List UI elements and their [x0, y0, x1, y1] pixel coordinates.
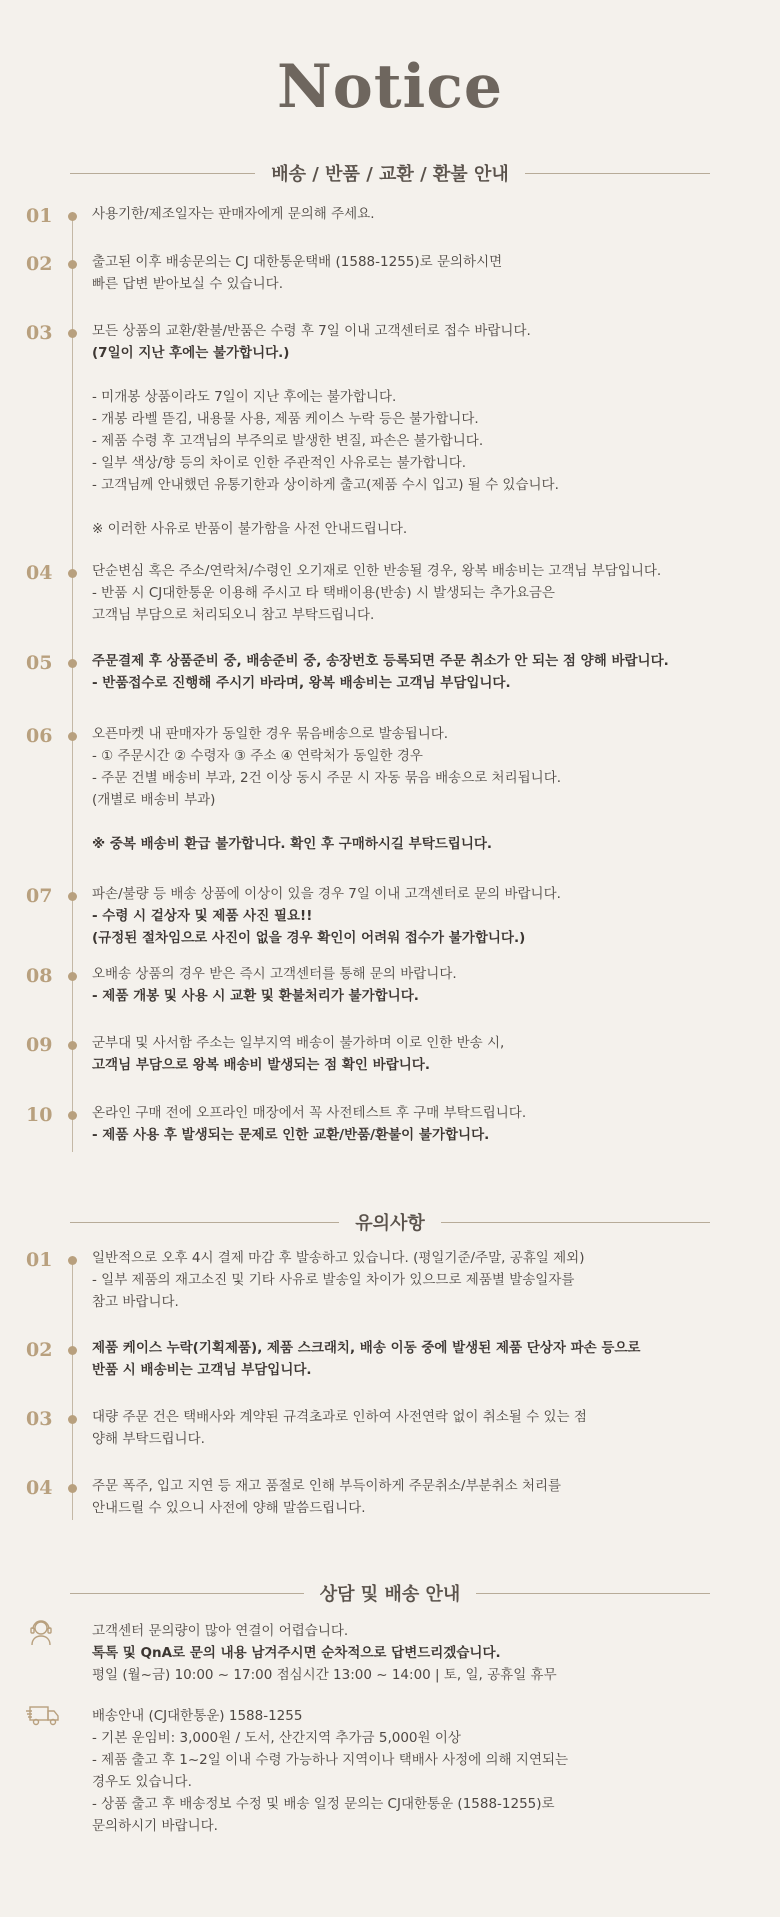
- section-heading-cautions: [70, 1207, 710, 1237]
- item-text-line: (개별로 배송비 부과): [92, 792, 216, 808]
- timeline-dot: [68, 732, 77, 741]
- divider-line: [70, 1222, 339, 1223]
- section-heading-contact-shipping: [70, 1578, 710, 1608]
- item-text-line: 안내드릴 수 있으니 사전에 양해 말씀드립니다.: [92, 1500, 366, 1516]
- item-text-line: 대량 주문 건은 택배사와 계약된 규격초과로 인하여 사전연락 없이 취소될 수 있는 점: [92, 1409, 587, 1425]
- timeline-dot: [68, 1041, 77, 1050]
- spacer: [92, 364, 762, 386]
- item-text-line: 반품 시 배송비는 고객님 부담입니다.: [92, 1362, 312, 1378]
- item-text-line: (7일이 지난 후에는 불가합니다.): [92, 345, 290, 361]
- section-title: 유의사항: [355, 1213, 425, 1234]
- item-text-line: 고객님 부담으로 처리되오니 참고 부탁드립니다.: [92, 607, 375, 623]
- item-number: 09: [26, 1034, 53, 1056]
- item-text-line: - 제품 사용 후 발생되는 문제로 인한 교환/반품/환불이 불가합니다.: [92, 1127, 490, 1143]
- divider-line: [70, 1593, 304, 1594]
- item-number: 03: [26, 322, 53, 344]
- item-text: [92, 1337, 762, 1381]
- item-text-line: 참고 바랍니다.: [92, 1294, 179, 1310]
- section-title: 상담 및 배송 안내: [319, 1584, 461, 1605]
- timeline-line: [72, 1262, 73, 1520]
- item-text-line: - 제품 수령 후 고객님의 부주의로 발생한 변질, 파손은 불가합니다.: [92, 433, 484, 449]
- item-text-line: 군부대 및 사서함 주소는 일부지역 배송이 불가하며 이로 인한 반송 시,: [92, 1035, 505, 1051]
- item-number: 03: [26, 1408, 53, 1430]
- item-text-line: 일반적으로 오후 4시 결제 마감 후 발송하고 있습니다. (평일기준/주말, 공휴일 제외): [92, 1250, 585, 1266]
- item-text: [92, 560, 762, 626]
- item-text-line: 온라인 구매 전에 오프라인 매장에서 꼭 사전테스트 후 구매 부탁드립니다.: [92, 1105, 527, 1121]
- item-text-line: - 상품 출고 후 배송정보 수정 및 배송 일정 문의는 CJ대한통운 (1588-1255)로: [92, 1796, 555, 1812]
- timeline-dot: [68, 569, 77, 578]
- item-text-line: 톡톡 및 QnA로 문의 내용 남겨주시면 순차적으로 답변드리겠습니다.: [92, 1645, 501, 1661]
- timeline-dot: [68, 1256, 77, 1265]
- timeline-dot: [68, 659, 77, 668]
- item-number: 02: [26, 1339, 53, 1361]
- item-text: [92, 650, 762, 694]
- item-text: [92, 1102, 762, 1146]
- item-text: [92, 1032, 762, 1076]
- timeline-dot: [68, 892, 77, 901]
- item-text-line: - ① 주문시간 ② 수령자 ③ 주소 ④ 연락처가 동일한 경우: [92, 748, 423, 764]
- item-text-line: 빠른 답변 받아보실 수 있습니다.: [92, 276, 283, 292]
- divider-line: [525, 173, 710, 174]
- item-text-line: 양해 부탁드립니다.: [92, 1431, 205, 1447]
- headset-icon: [26, 1617, 56, 1651]
- item-text-line: 문의하시기 바랍니다.: [92, 1818, 218, 1834]
- item-text: [92, 320, 762, 540]
- divider-line: [441, 1222, 710, 1223]
- item-text-line: - 미개봉 상품이라도 7일이 지난 후에는 불가합니다.: [92, 389, 397, 405]
- item-text-line: (규정된 절차임으로 사진이 없을 경우 확인이 어려워 접수가 불가합니다.): [92, 930, 526, 946]
- item-text-line: 파손/불량 등 배송 상품에 이상이 있을 경우 7일 이내 고객센터로 문의 바랍니다.: [92, 886, 561, 902]
- item-text: [92, 1705, 762, 1837]
- timeline-dot: [68, 972, 77, 981]
- item-text-line: 오배송 상품의 경우 받은 즉시 고객센터를 통해 문의 바랍니다.: [92, 966, 457, 982]
- item-number: 04: [26, 562, 53, 584]
- item-text-line: 출고된 이후 배송문의는 CJ 대한통운택배 (1588-1255)로 문의하시면: [92, 254, 503, 270]
- item-text-line: - 주문 건별 배송비 부과, 2건 이상 동시 주문 시 자동 묶음 배송으로 처리됩니다.: [92, 770, 562, 786]
- item-text-line: ※ 이러한 사유로 반품이 불가함을 사전 안내드립니다.: [92, 521, 408, 537]
- timeline-line: [72, 212, 73, 1152]
- item-number: 04: [26, 1477, 53, 1499]
- item-text-line: - 개봉 라벨 뜯김, 내용물 사용, 제품 케이스 누락 등은 불가합니다.: [92, 411, 479, 427]
- item-number: 07: [26, 885, 53, 907]
- item-number: 06: [26, 725, 53, 747]
- item-text-line: 제품 케이스 누락(기획제품), 제품 스크래치, 배송 이동 중에 발생된 제품 단상자 파손 등으로: [92, 1340, 641, 1356]
- item-text-line: 주문 폭주, 입고 지연 등 재고 품절로 인해 부득이하게 주문취소/부분취소 처리를: [92, 1478, 562, 1494]
- section-title: 배송 / 반품 / 교환 / 환불 안내: [271, 164, 509, 185]
- item-text-line: - 일부 제품의 재고소진 및 기타 사유로 발송일 차이가 있으므로 제품별 발송일자를: [92, 1272, 575, 1288]
- delivery-truck-icon: [26, 1702, 60, 1732]
- timeline-dot: [68, 1484, 77, 1493]
- item-number: 01: [26, 1249, 53, 1271]
- item-text-line: - 제품 개봉 및 사용 시 교환 및 환불처리가 불가합니다.: [92, 988, 419, 1004]
- item-text-line: - 수령 시 겉상자 및 제품 사진 필요!!: [92, 908, 313, 924]
- item-text-line: - 고객님께 안내했던 유통기한과 상이하게 출고(제품 수시 입고) 될 수 있습니다.: [92, 477, 559, 493]
- item-text-line: - 제품 출고 후 1~2일 이내 수령 가능하나 지역이나 택배사 사정에 의해 지연되는: [92, 1752, 569, 1768]
- item-number: 05: [26, 652, 53, 674]
- item-text: [92, 203, 762, 225]
- item-text-line: ※ 중복 배송비 환급 불가합니다. 확인 후 구매하시길 부탁드립니다.: [92, 836, 493, 852]
- item-text: [92, 883, 762, 949]
- item-text-line: 오픈마켓 내 판매자가 동일한 경우 묶음배송으로 발송됩니다.: [92, 726, 449, 742]
- timeline-dot: [68, 1111, 77, 1120]
- item-text-line: 모든 상품의 교환/환불/반품은 수령 후 7일 이내 고객센터로 접수 바랍니다.: [92, 323, 531, 339]
- item-number: 02: [26, 253, 53, 275]
- item-text: [92, 963, 762, 1007]
- item-text-line: 사용기한/제조일자는 판매자에게 문의해 주세요.: [92, 206, 375, 222]
- item-text-line: 주문결제 후 상품준비 중, 배송준비 중, 송장번호 등록되면 주문 취소가 안 되는 점 양해 바랍니다.: [92, 653, 669, 669]
- item-text: [92, 723, 762, 855]
- timeline-dot: [68, 260, 77, 269]
- item-text-line: - 기본 운임비: 3,000원 / 도서, 산간지역 추가금 5,000원 이상: [92, 1730, 461, 1746]
- item-text-line: 평일 (월~금) 10:00 ~ 17:00 점심시간 13:00 ~ 14:00 | 토, 일, 공휴일 휴무: [92, 1667, 557, 1683]
- spacer: [92, 811, 762, 833]
- item-number: 08: [26, 965, 53, 987]
- timeline-dot: [68, 1415, 77, 1424]
- item-text-line: - 반품접수로 진행해 주시기 바라며, 왕복 배송비는 고객님 부담입니다.: [92, 675, 511, 691]
- item-number: 10: [26, 1104, 53, 1126]
- item-text-line: 배송안내 (CJ대한통운) 1588-1255: [92, 1708, 303, 1724]
- item-text: [92, 1247, 762, 1313]
- item-text-line: 경우도 있습니다.: [92, 1774, 192, 1790]
- divider-line: [70, 173, 255, 174]
- item-number: 01: [26, 205, 53, 227]
- item-text: [92, 1475, 762, 1519]
- divider-line: [476, 1593, 710, 1594]
- item-text-line: 고객센터 문의량이 많아 연결이 어렵습니다.: [92, 1623, 349, 1639]
- item-text-line: - 일부 색상/향 등의 차이로 인한 주관적인 사유로는 불가합니다.: [92, 455, 467, 471]
- item-text-line: 고객님 부담으로 왕복 배송비 발생되는 점 확인 바랍니다.: [92, 1057, 430, 1073]
- item-text: [92, 1406, 762, 1450]
- timeline-dot: [68, 329, 77, 338]
- timeline-dot: [68, 212, 77, 221]
- item-text: [92, 251, 762, 295]
- item-text: [92, 1620, 762, 1686]
- item-text-line: 단순변심 혹은 주소/연락처/수령인 오기재로 인한 반송될 경우, 왕복 배송비는 고객님 부담입니다.: [92, 563, 662, 579]
- section-heading-shipping-return: [70, 158, 710, 188]
- spacer: [92, 496, 762, 518]
- item-text-line: - 반품 시 CJ대한통운 이용해 주시고 타 택배이용(반송) 시 발생되는 추가요금은: [92, 585, 555, 601]
- timeline-dot: [68, 1346, 77, 1355]
- page-title: Notice: [276, 52, 504, 122]
